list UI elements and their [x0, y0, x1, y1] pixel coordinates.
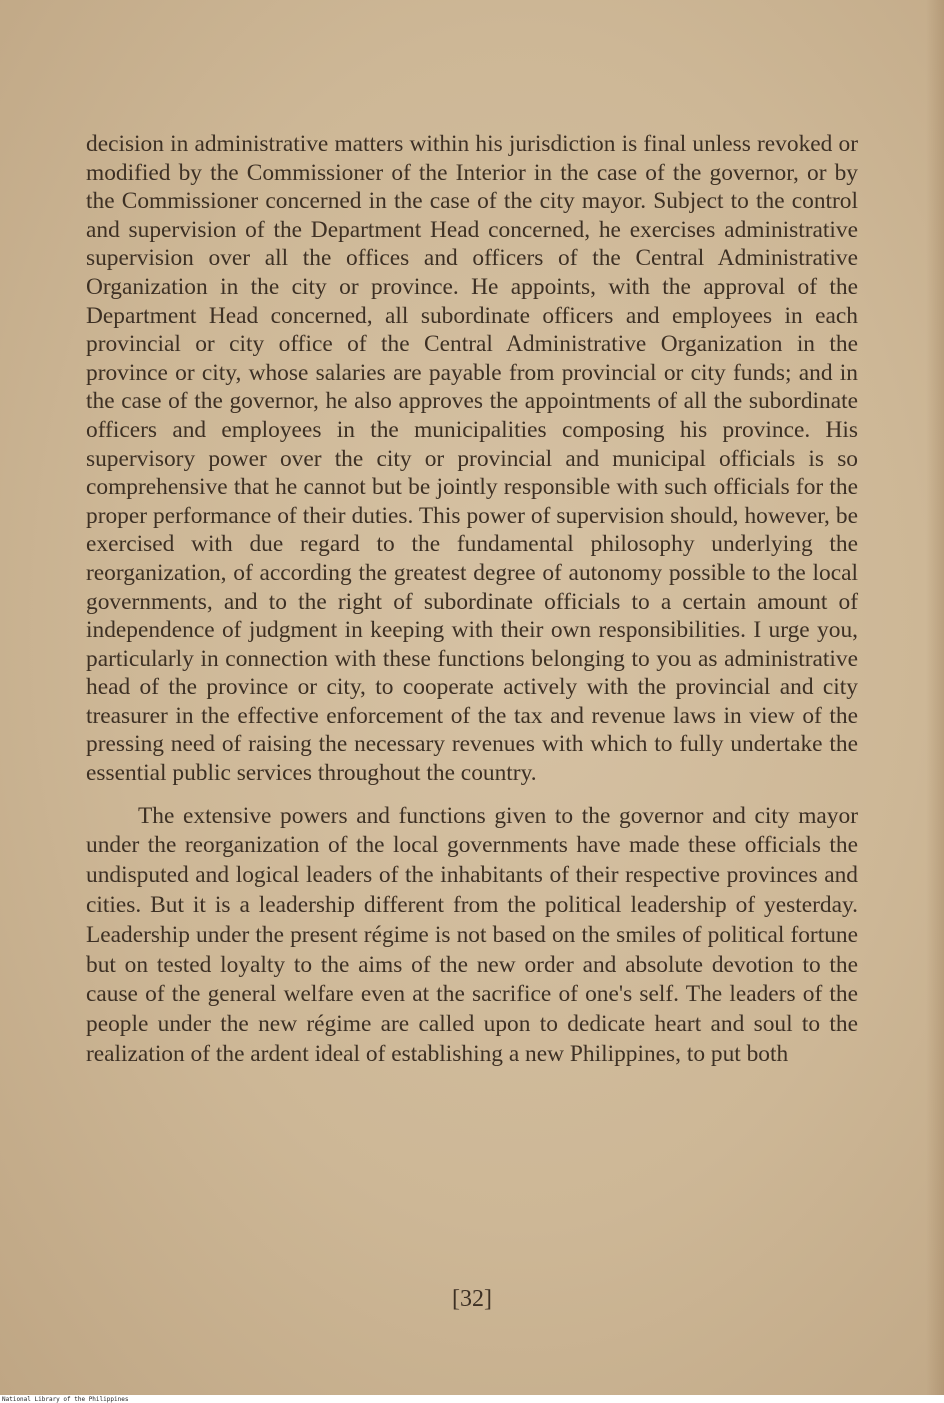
paragraph-2: The extensive powers and functions given to the governor and city mayor under the reorganization of the local governments have made these officials the undisputed and logical leaders of the inhabitants of their respective provinces and cities. But it is a leadership different from the political leadership of yesterday. Leadership under the present régime is not based on the smiles of political fortune but on tested loyalty to the aims of the new order and absolute devotion to the cause of the general welfare even at the sacrifice of one's self. The leaders of the people under the new régime are called upon to dedicate heart and soul to the realization of the ardent ideal of establishing a new Philippines, to put both	[86, 802, 858, 1068]
page-number: [32]	[452, 1286, 492, 1312]
page-edge-shadow	[926, 0, 944, 1395]
paragraph-1: decision in administrative matters within his jurisdiction is final unless revoked or modified by the Commissioner of the Interior in the case of the governor, or by the Commissioner concerned in the case of the city mayor. Subject to the control and supervision of the Department Head concerned, he exercises administrative supervision over all the offices and officers of the Central Administrative Organization in the city or province. He appoints, with the approval of the Department Head concerned, all subordinate officers and employees in each provincial or city office of the Central Administrative Organization in the province or city, whose salaries are payable from provincial or city funds; and in the case of the governor, he also approves the appointments of all the subordinate officers and employees in the municipalities composing his province. His supervisory power over the city or provincial and municipal officials is so comprehensive that he cannot but be jointly responsible with such officials for the proper performance of their duties. This power of supervision should, however, be exercised with due regard to the fundamental philosophy underlying the reorganization, of according the greatest degree of autonomy possible to the local governments, and to the right of subordinate officials to a certain amount of independence of judgment in keeping with their own responsibilities. I urge you, particularly in connection with these functions belonging to you as administrative head of the province or city, to cooperate actively with the provincial and city treasurer in the effective enforcement of the tax and revenue laws in view of the pressing need of raising the necessary revenues with which to fully undertake the essential public services throughout the country.	[86, 131, 858, 787]
library-credit: National Library of the Philippines	[2, 1396, 129, 1403]
footer-strip	[0, 1395, 944, 1403]
body-text	[86, 130, 858, 1070]
